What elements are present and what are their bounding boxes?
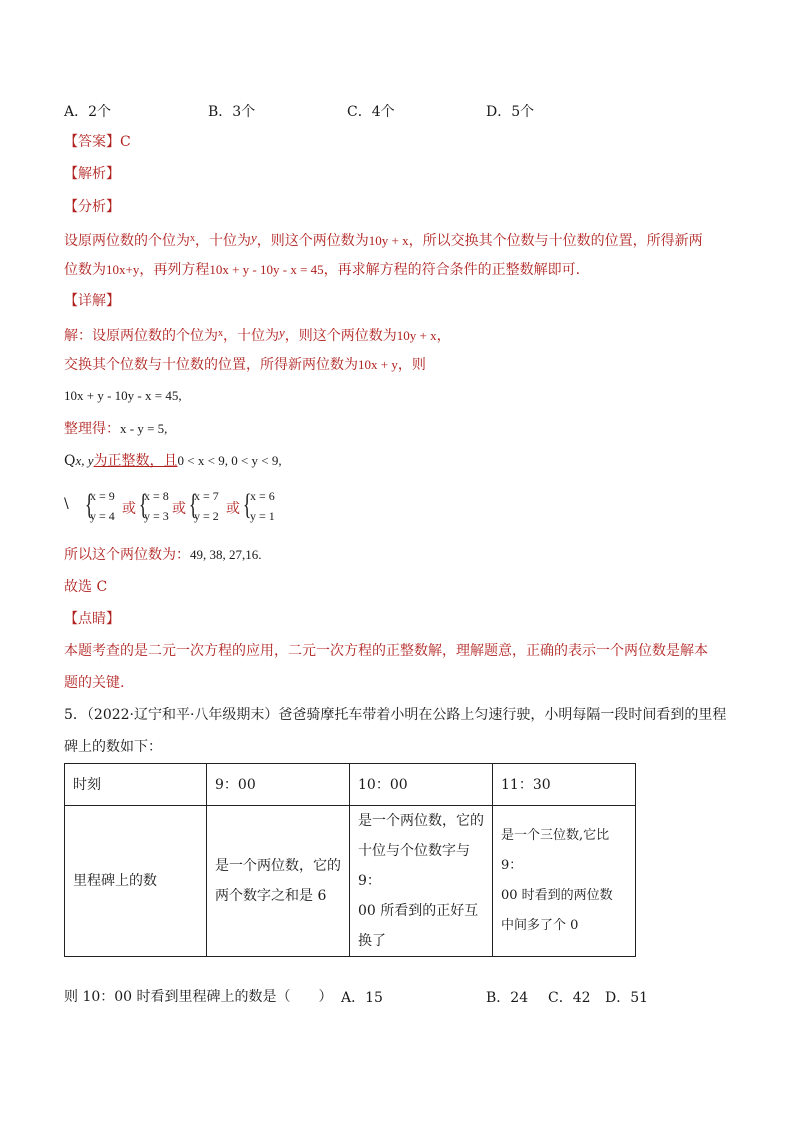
fenxi-heading: 【分析】 [64,199,120,215]
q5-line-2: 碑上的数如下： [64,739,162,755]
answer-label: 【答案】 [64,134,120,150]
system-3: { x = 7 y = 2 [188,488,219,523]
dianjing-heading: 【点睛】 [64,611,120,627]
header-1000: 10：00 [350,764,493,806]
solution-line-3: 10x + y - 10y - x = 45, [64,388,182,403]
option-b: B．3个 [208,104,256,120]
option-c: C．4个 [347,104,395,120]
cell-1000: 是一个两位数，它的 十位与个位数字与 9： 00 所看到的正好互 换了 [350,806,493,957]
solution-line-7: 所以这个两位数为：49, 38, 27,16. [64,547,262,563]
therefore-symbol: \ [64,496,69,512]
q5-option-d: D．51 [605,990,649,1006]
or-3: 或 [226,501,240,517]
q5-option-c: C．42 [548,990,591,1006]
solution-line-8: 故选 C [64,579,108,595]
header-900: 9：00 [207,764,350,806]
system-4: { x = 6 y = 1 [242,488,275,523]
table-data-row [65,806,636,957]
q5-question: 则 10：00 时看到里程碑上的数是（ ） [64,989,333,1005]
or-2: 或 [172,501,186,517]
answer-value: C [120,134,131,150]
row-label: 里程碑上的数 [65,806,207,957]
xiangjie-heading: 【详解】 [64,293,120,309]
answer-line [64,132,131,152]
dianjing-line-1: 本题考查的是二元一次方程的应用，二元一次方程的正整数解，理解题意，正确的表示一个两位数是解本 [64,643,708,659]
or-1: 或 [122,501,136,517]
jiexi-heading: 【解析】 [64,166,120,182]
solution-line-4: 整理得：x - y = 5, [64,421,168,437]
header-time: 时刻 [65,764,207,806]
cell-1130: 是一个三位数,它比 9： 00 时看到的两位数 中间多了个 0 [493,806,636,957]
analysis-line-1: 设原两位数的个位为$^x$，十位为y，则这个两位数为10y + x，所以交换其个位数与十位数的位置，所得新两 [64,230,703,249]
system-2: { x = 8 y = 3 [138,488,169,523]
q5-option-b: B．24 [486,990,529,1006]
q5-option-a: A．15 [341,990,383,1006]
cell-900: 是一个两位数，它的 两个数字之和是 6 [207,806,350,957]
option-a: A．2个 [64,104,112,120]
header-1130: 11：30 [493,764,636,806]
q5-line-1: 5．（2022·辽宁和平·八年级期末）爸爸骑摩托车带着小明在公路上匀速行驶，小明每隔一段时间看到的里程 [64,707,727,723]
table-header-row [65,764,636,806]
system-1: { x = 9 y = 4 [84,488,115,523]
solution-line-2: 交换其个位数与十位数的位置，所得新两位数为10x + y，则 [64,357,426,373]
dianjing-line-2: 题的关键. [64,675,125,691]
analysis-line-2: 位数为10x+y，再列方程10x + y - 10y - x = 45，再求解方程的符合条件的正整数解即可. [64,262,581,278]
option-d: D．5个 [486,104,535,120]
milestone-table [64,763,636,957]
solution-line-1: 解：设原两位数的个位为$^x$，十位为y，则这个两位数为10y + x， [64,325,451,344]
solution-line-5: Qx, y为正整数，且0 < x < 9, 0 < y < 9, [64,453,282,469]
